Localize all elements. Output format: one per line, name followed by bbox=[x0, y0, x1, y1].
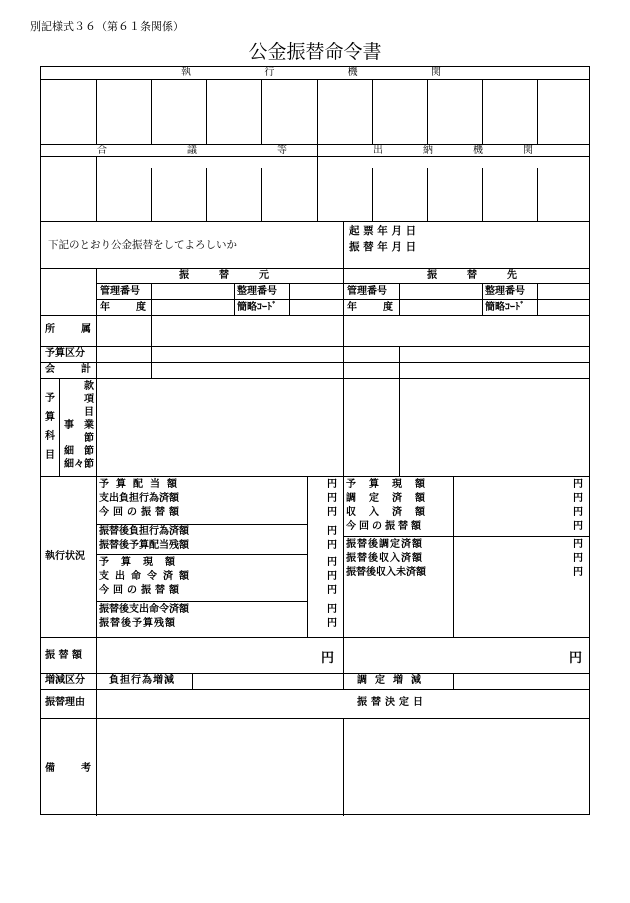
draft-date-label: 起 票 年 月 日 bbox=[349, 225, 417, 237]
transfer-date-label: 振 替 年 月 日 bbox=[349, 241, 417, 253]
affiliation-label: 所 属 bbox=[45, 324, 91, 335]
right-yen-1: 円 bbox=[573, 479, 583, 490]
transfer-from-header: 振 替 元 bbox=[179, 270, 269, 281]
from-ref-no-label: 整理番号 bbox=[237, 286, 277, 297]
to-mgmt-no-label: 管理番号 bbox=[347, 286, 387, 297]
left-yen-1: 円 bbox=[327, 479, 337, 490]
right-yen-5: 円 bbox=[573, 539, 583, 550]
change-right-label: 調定増減 bbox=[357, 675, 429, 686]
left-status-group-2: 振替後負担行為済額 振替後予算配当残額 bbox=[99, 526, 189, 551]
left-yen-7: 円 bbox=[327, 571, 337, 582]
decision-date-label: 振替決定日 bbox=[357, 697, 427, 708]
left-status-group-1: 予算配当額 支出負担行為済額 今回の振替額 bbox=[99, 479, 184, 518]
page-title: 公金振替命令書 bbox=[248, 41, 382, 63]
to-year-label: 年 度 bbox=[347, 302, 393, 313]
to-short-code-label: 簡略ｺｰﾄﾞ bbox=[485, 302, 525, 313]
change-category-label: 増減区分 bbox=[45, 675, 85, 686]
executing-agency-header: 執 行 機 関 bbox=[181, 67, 441, 78]
left-yen-3: 円 bbox=[327, 507, 337, 518]
right-yen-6: 円 bbox=[573, 553, 583, 564]
remarks-label: 備 考 bbox=[45, 763, 91, 774]
from-short-code-label: 簡略ｺｰﾄﾞ bbox=[237, 302, 277, 313]
left-status-group-3: 予算現額 支出命令済額 今回の振替額 bbox=[99, 557, 195, 596]
right-status-group-2: 振替後調定済額 振替後収入済額 振替後収入未済額 bbox=[346, 539, 426, 578]
from-mgmt-no-label: 管理番号 bbox=[100, 286, 140, 297]
transfer-amount-label: 振 替 額 bbox=[45, 650, 82, 661]
transfer-order-form bbox=[40, 66, 590, 815]
from-year-label: 年 度 bbox=[100, 302, 146, 313]
left-yen-4: 円 bbox=[327, 526, 337, 537]
left-yen-9: 円 bbox=[327, 604, 337, 615]
council-header: 合 議 等 bbox=[97, 145, 287, 156]
change-left-label: 負担行為増減 bbox=[109, 675, 175, 686]
left-yen-6: 円 bbox=[327, 557, 337, 568]
budget-subject-label: 予 算 科 目 bbox=[45, 393, 55, 461]
form-number: 別記様式３６（第６１条関係） bbox=[30, 20, 184, 33]
right-yen-7: 円 bbox=[573, 567, 583, 578]
receiving-agency-header: 出 納 機 関 bbox=[373, 145, 533, 156]
request-text: 下記のとおり公金振替をしてよろしいか bbox=[48, 239, 237, 251]
right-yen-4: 円 bbox=[573, 521, 583, 532]
right-yen-2: 円 bbox=[573, 493, 583, 504]
subject-items-list: 款 項 目 事 業 節 細 節 細々節 bbox=[64, 381, 94, 470]
left-yen-2: 円 bbox=[327, 493, 337, 504]
transfer-amount-right-yen: 円 bbox=[569, 651, 583, 666]
left-yen-5: 円 bbox=[327, 540, 337, 551]
left-yen-8: 円 bbox=[327, 585, 337, 596]
left-status-group-4: 振替後支出命令済額 振替後予算残額 bbox=[99, 604, 189, 629]
right-status-group-1: 予算現額 調定済額 収入済額 今回の振替額 bbox=[346, 479, 438, 532]
budget-category-label: 予算区分 bbox=[45, 348, 85, 359]
to-ref-no-label: 整理番号 bbox=[485, 286, 525, 297]
execution-status-label: 執行状況 bbox=[45, 551, 85, 562]
transfer-to-header: 振 替 先 bbox=[427, 270, 517, 281]
account-label: 会 計 bbox=[45, 364, 91, 375]
transfer-amount-left-yen: 円 bbox=[321, 651, 335, 666]
transfer-reason-label: 振替理由 bbox=[45, 697, 85, 708]
right-yen-3: 円 bbox=[573, 507, 583, 518]
left-yen-10: 円 bbox=[327, 618, 337, 629]
